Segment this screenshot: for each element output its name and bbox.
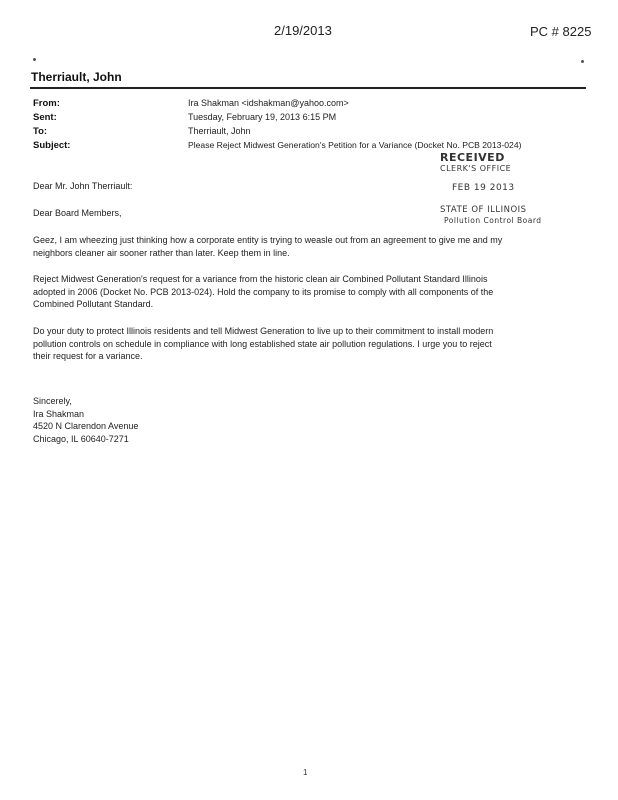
clerks-office-stamp: CLERK'S OFFICE: [440, 164, 512, 173]
scan-speck: [33, 58, 36, 61]
scan-speck: [581, 60, 584, 63]
paragraph-line: neighbors cleaner air sooner rather than later. Keep them in line.: [33, 247, 290, 258]
signature-line: Sincerely,: [33, 396, 72, 406]
paragraph-line: adopted in 2006 (Docket No. PCB 2013-024). Hold the company to its promise to comply with all components of the: [33, 286, 494, 297]
greeting-therriault: Dear Mr. John Therriault:: [33, 181, 133, 191]
paragraph-line: their request for a variance.: [33, 351, 143, 361]
pcb-stamp: Pollution Control Board: [444, 216, 542, 225]
signature-line: Ira Shakman: [33, 408, 85, 419]
to-label: To:: [33, 126, 48, 137]
page-number: 1: [303, 768, 308, 777]
subject-value: Please Reject Midwest Generation's Petition for a Variance (Docket No. PCB 2013-024): [188, 140, 522, 150]
paragraph-line: Combined Pollutant Standard.: [33, 299, 154, 309]
stamp-date: FEB 19 2013: [452, 183, 515, 193]
email-owner-name: Therriault, John: [31, 70, 122, 84]
body-paragraph-3: [33, 325, 578, 363]
from-value: Ira Shakman <idshakman@yahoo.com>: [188, 98, 349, 108]
body-paragraph-1: [33, 234, 578, 259]
paragraph-line: pollution controls on schedule in compliance with long established state air pollution regulations. I urge you to reject: [33, 338, 492, 349]
signature-line: 4520 N Clarendon Avenue: [33, 421, 139, 431]
from-label: From:: [33, 98, 60, 109]
pc-number: PC # 8225: [530, 24, 592, 39]
paragraph-line: Do your duty to protect Illinois residents and tell Midwest Generation to live up to their commitment to install modern: [33, 326, 494, 336]
document-date: 2/19/2013: [274, 23, 332, 38]
greeting-board: Dear Board Members,: [33, 208, 122, 218]
state-stamp: STATE OF ILLINOIS: [440, 205, 527, 215]
sent-value: Tuesday, February 19, 2013 6:15 PM: [188, 112, 337, 122]
paragraph-line: Reject Midwest Generation's request for a variance from the historic clean air Combined Pollutant Standard Illinois: [33, 274, 488, 284]
body-paragraph-2: [33, 273, 578, 311]
sent-label: Sent:: [33, 112, 57, 123]
received-stamp: RECEIVED: [440, 151, 505, 164]
signature-line: Chicago, IL 60640-7271: [33, 433, 129, 444]
signature-block: [33, 395, 578, 445]
paragraph-line: Geez, I am wheezing just thinking how a corporate entity is trying to weasle out from an agreement to give me and my: [33, 235, 503, 245]
subject-label: Subject:: [33, 140, 71, 151]
to-value: Therriault, John: [188, 126, 251, 136]
header-divider: [30, 87, 586, 89]
